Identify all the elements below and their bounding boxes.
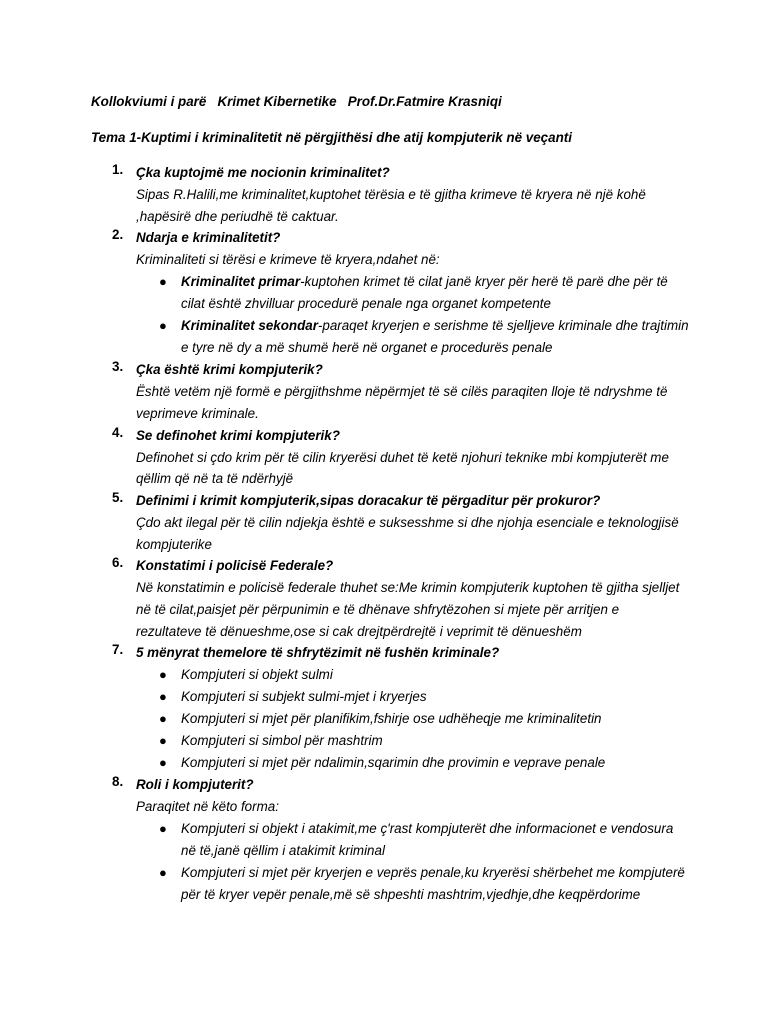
- question-item: [0, 227, 768, 359]
- question-answer: Paraqitet në këto forma:: [136, 799, 279, 815]
- question-list: [0, 162, 768, 906]
- bullet-item: [136, 752, 691, 774]
- bullet-item: [136, 271, 691, 315]
- bullet-icon: ●: [159, 318, 167, 334]
- question-item: [0, 774, 768, 906]
- question-number: 2.: [112, 227, 124, 243]
- bullet-icon: ●: [159, 711, 167, 727]
- question-number: 5.: [112, 489, 124, 505]
- bullet-text: Kompjuteri si objekt sulmi: [181, 667, 333, 683]
- bullet-text: Kompjuteri si subjekt sulmi-mjet i kryerjes: [181, 689, 427, 705]
- question-number: 6.: [112, 555, 124, 571]
- question-title: Se definohet krimi kompjuterik?: [136, 427, 340, 443]
- bullet-icon: ●: [159, 821, 167, 837]
- question-answer: Është vetëm një formë e përgjithshme nëpërmjet të së cilës paraqiten lloje të ndryshme të veprimeve kriminale.: [136, 384, 668, 421]
- bullet-term: Kriminalitet sekondar: [181, 318, 318, 334]
- topic-title: Tema 1-Kuptimi i kriminalitetit në përgjithësi dhe atij kompjuterik në veçanti: [91, 130, 572, 145]
- bullet-item: [136, 664, 691, 686]
- bullet-text: Kompjuteri si simbol për mashtrim: [181, 733, 383, 749]
- bullet-icon: ●: [159, 865, 167, 881]
- bullet-text: Kompjuteri si mjet për kryerjen e veprës penale,ku kryerësi shërbehet me kompjuterë për të kryer vepër penale,më së shpeshti mashtrim,vjedhje,dhe keqpërdorime: [181, 865, 685, 903]
- question-item: [0, 359, 768, 424]
- bullet-item: [136, 315, 691, 359]
- bullet-text: Kompjuteri si mjet për planifikim,fshirje ose udhëheqje me kriminalitetin: [181, 711, 602, 727]
- question-item: [0, 425, 768, 490]
- bullet-item: [136, 730, 691, 752]
- bullet-item: [136, 818, 691, 862]
- question-answer: Në konstatimin e policisë federale thuhet se:Me krimin kompjuterik kuptohen të gjitha sjelljet në të cilat,paisjet për përpunimin e të dhënave shfrytëzohen si mjete për arritjen e rezultateve të dënueshme,ose si cak drejtpërdrejtë i veprimit të dënueshëm: [136, 580, 680, 639]
- question-title: Definimi i krimit kompjuterik,sipas doracakur të përgaditur për prokuror?: [136, 492, 601, 508]
- bullet-item: [136, 686, 691, 708]
- question-item: [0, 642, 768, 774]
- bullet-item: [136, 708, 691, 730]
- bullet-icon: ●: [159, 689, 167, 705]
- question-number: 8.: [112, 774, 124, 790]
- question-item: [0, 490, 768, 555]
- bullet-icon: ●: [159, 274, 167, 290]
- bullet-icon: ●: [159, 755, 167, 771]
- question-answer: Definohet si çdo krim për të cilin kryerësi duhet të ketë njohuri teknike mbi kompjuterët me qëllim që në ta të ndërhyjë: [136, 449, 669, 487]
- question-title: Ndarja e kriminalitetit?: [136, 230, 281, 246]
- question-title: Çka është krimi kompjuterik?: [136, 362, 323, 378]
- bullet-term: Kriminalitet primar: [181, 274, 301, 290]
- question-number: 1.: [112, 162, 124, 177]
- question-item: [0, 162, 768, 227]
- bullet-icon: ●: [159, 733, 167, 749]
- question-answer: Çdo akt ilegal për të cilin ndjekja është e suksesshme si dhe njohja esenciale e teknologjisë kompjuterike: [136, 514, 679, 552]
- bullet-icon: ●: [159, 667, 167, 683]
- question-number: 7.: [112, 642, 124, 658]
- question-number: 3.: [112, 359, 124, 375]
- question-title: Roli i kompjuterit?: [136, 777, 254, 793]
- question-answer: Kriminaliteti si tërësi e krimeve të kryera,ndahet në:: [136, 252, 440, 268]
- question-item: [0, 555, 768, 642]
- bullet-text: Kompjuteri si objekt i atakimit,me ç'rast kompjuterët dhe informacionet e vendosura në të,janë qëllim i atakimit kriminal: [181, 821, 674, 859]
- bullet-text: Kompjuteri si mjet për ndalimin,sqarimin dhe provimin e veprave penale: [181, 755, 606, 771]
- question-number: 4.: [112, 424, 124, 440]
- bullet-text: -kuptohen krimet të cilat janë kryer për herë të parë dhe për të cilat është zhvilluar procedurë penale nga organet kompetente: [181, 274, 668, 312]
- document-header: Kollokviumi i parë Krimet Kibernetike Prof.Dr.Fatmire Krasniqi: [91, 94, 502, 109]
- bullet-item: [136, 862, 691, 906]
- question-answer: Sipas R.Halili,me kriminalitet,kuptohet tërësia e të gjitha krimeve të kryera në një kohë ,hapësirë dhe periudhë të caktuar.: [136, 187, 646, 224]
- question-title: Konstatimi i policisë Federale?: [136, 558, 334, 574]
- bullet-text: -paraqet kryerjen e serishme të sjelljeve kriminale dhe trajtimin e tyre në dy a më shumë herë në organet e procedurës penale: [181, 318, 689, 356]
- question-title: 5 mënyrat themelore të shfrytëzimit në fushën kriminale?: [136, 645, 500, 661]
- question-title: Çka kuptojmë me nocionin kriminalitet?: [136, 165, 390, 180]
